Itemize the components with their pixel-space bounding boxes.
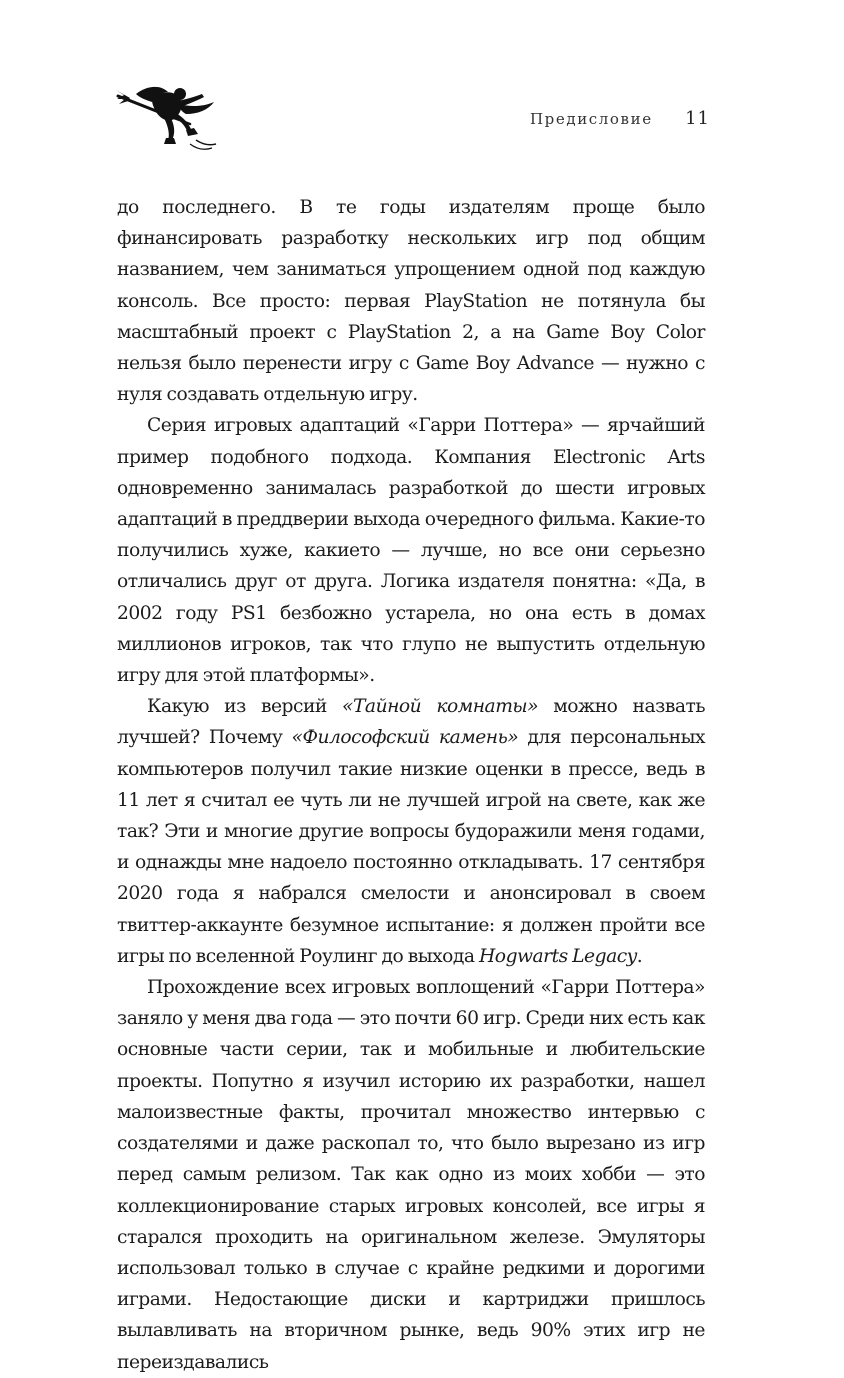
game-title: «Тайной комнаты» — [342, 696, 539, 718]
paragraph — [117, 691, 705, 972]
game-title: «Философский камень» — [291, 727, 519, 749]
paragraph: до последнего. В те годы издателям проще было финансировать разработку нескольких игр под общим названием, чем заниматься упрощением одной под каждую консоль. Все просто: первая PlayStation не потянула бы масштабный проект с PlayStation 2, а на Game Boy Color нельзя было перенести игру с Game Boy Advance — нужно с нуля создавать отдельную игру. — [117, 197, 705, 406]
running-head — [530, 108, 710, 132]
body-text — [117, 192, 705, 1378]
paragraph: Серия игровых адаптаций «Гарри Поттера» — ярчайший пример подобного подхода. Компания Electronic Arts одновременно занималась разработкой до шести игровых адаптаций в преддверии выхода очередного фильма. Какие-то получились хуже, какието — лучше, но все они серьезно отличались друг от друга. Логика издателя понятна: «Да, в 2002 году PS1 безбожно устарела, но она есть в домах миллионов игроков, так что глупо не выпустить отдельную игру для этой платформы». — [117, 415, 705, 687]
paragraph-text: можно назвать лучшей? Почему — [117, 696, 706, 749]
flying-broom-rider-icon — [116, 80, 220, 152]
game-title: Hogwarts Legacy — [479, 945, 637, 967]
paragraph-text: Какую из версий — [147, 696, 343, 718]
section-title: Предисловие — [530, 110, 653, 128]
paragraph-text: для персональных компьютеров получил такие низкие оценки в прессе, ведь в 11 лет я считал ее чуть ли не лучшей игрой на свете, как же так? Эти и многие другие вопросы будоражили меня годами, и однажды мне надоело постоянно откладывать. 17 сентября 2020 года я набрался смелости и анонсировал в своем твиттер-аккаунте безумное испытание: я должен пройти все игры по вселенной Роулинг до выхода — [117, 727, 705, 967]
paragraph-text: . — [636, 945, 643, 967]
page-number: 11 — [685, 108, 710, 129]
paragraph: Прохождение всех игровых воплощений «Гарри Поттера» заняло у меня два года — это почти 60 игр. Среди них есть как основные части серии, так и мобильные и любительские проекты. Попутно я изучил историю их разработки, нашел малоизвестные факты, прочитал множество интервью с создателями и даже раскопал то, что было вырезано из игр перед самым релизом. Так как одно из моих хобби — это коллекционирование старых игровых консолей, все игры я старался проходить на оригинальном железе. Эмуляторы использовал только в случае с крайне редкими и дорогими играми. Недостающие диски и картриджи пришлось вылавливать на вторичном рынке, ведь 90% этих игр не переиздавались — [117, 977, 705, 1373]
